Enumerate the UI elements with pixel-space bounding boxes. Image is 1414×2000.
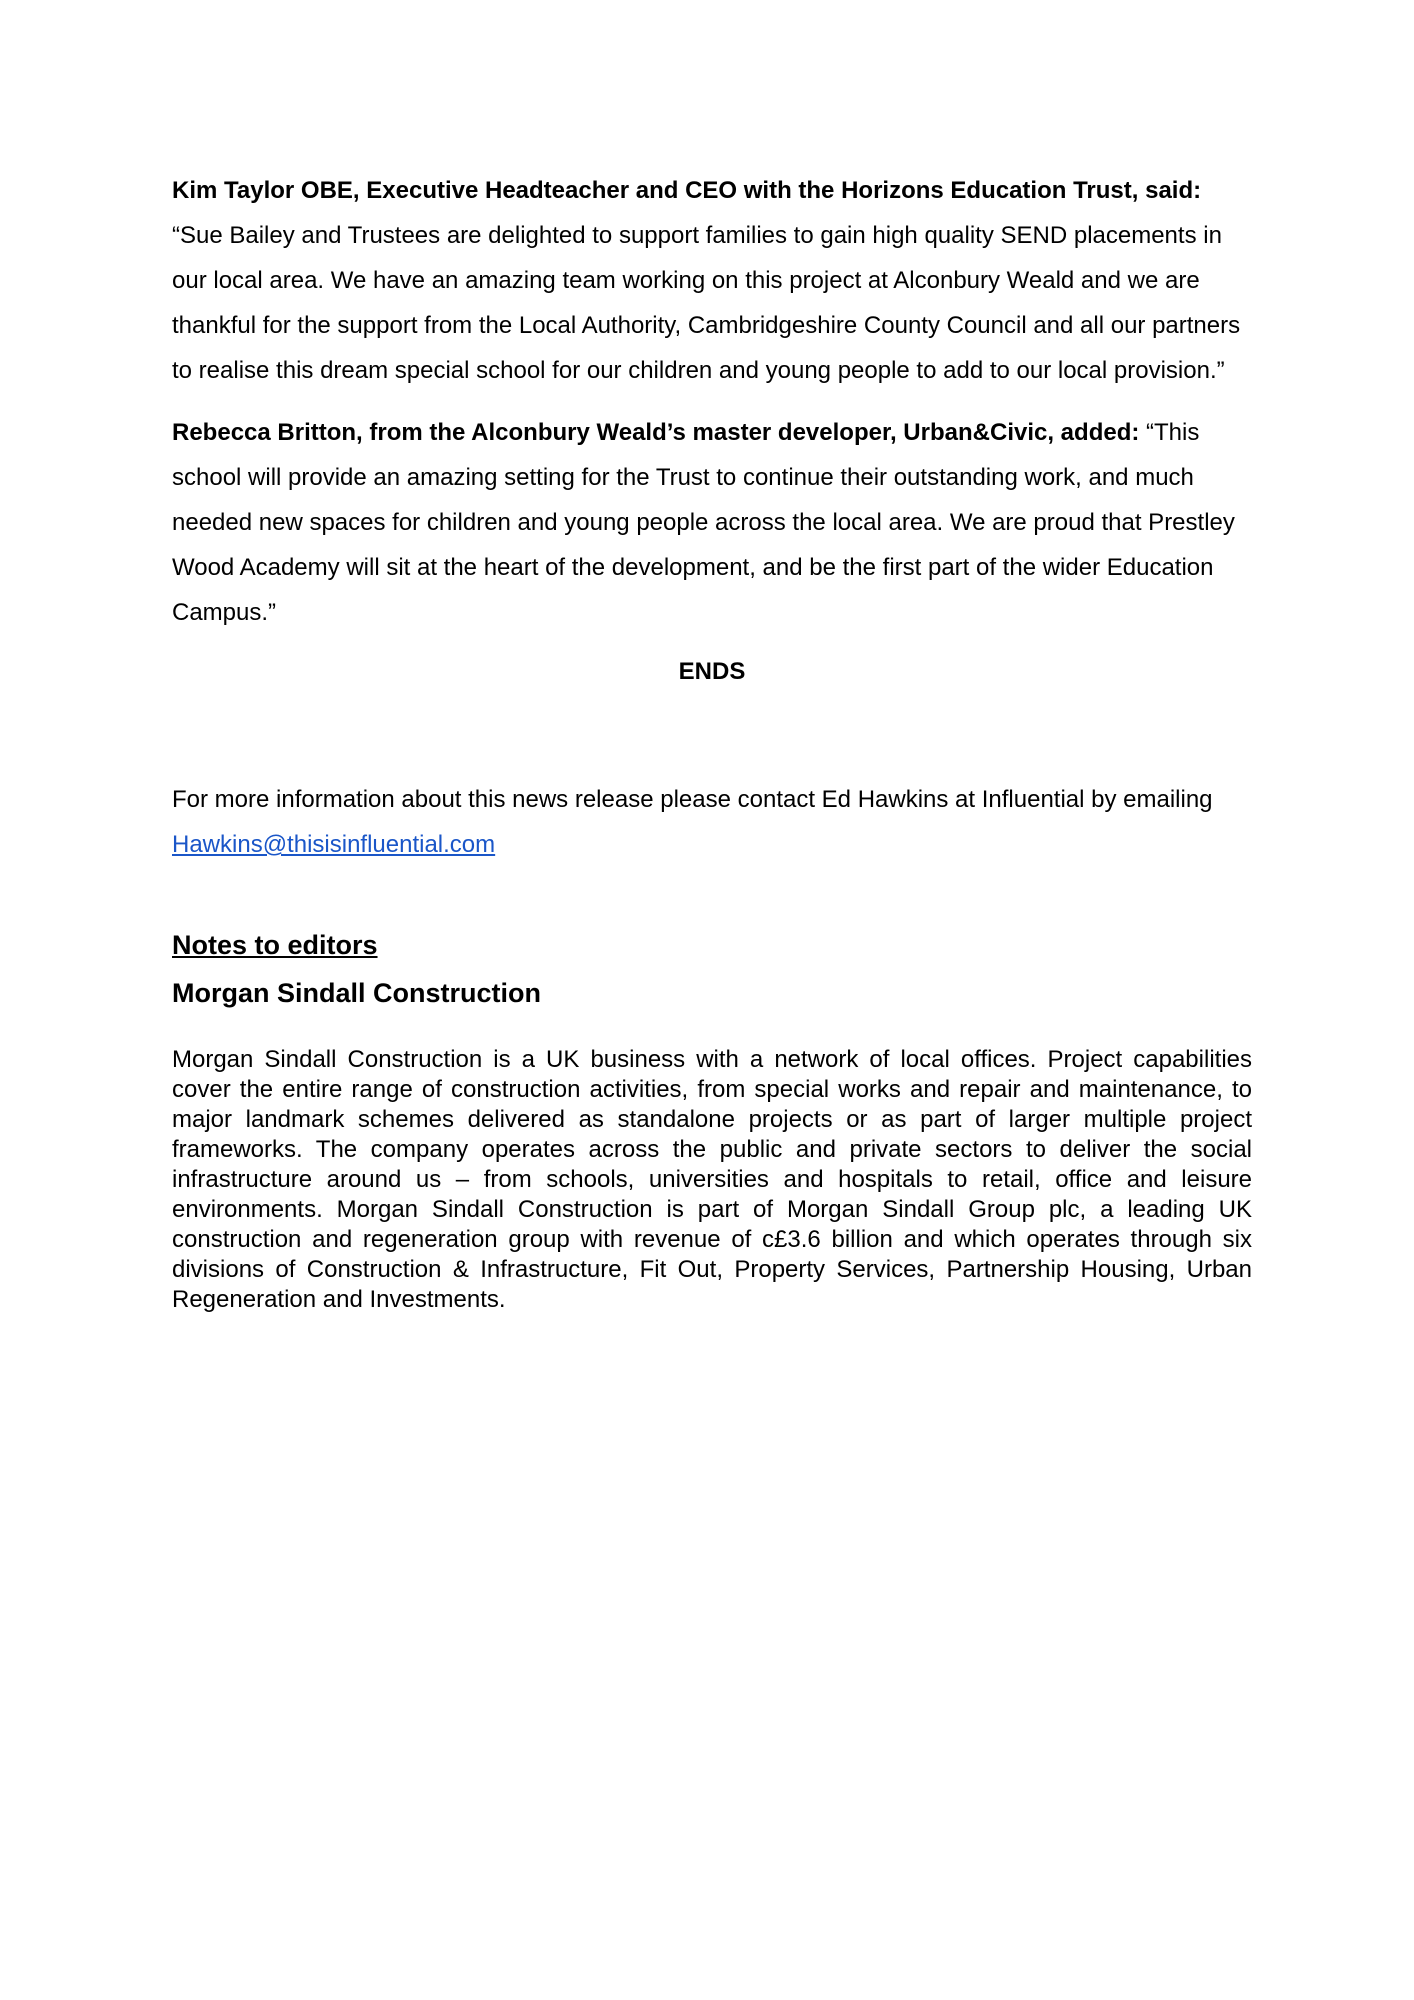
quote-attribution: Kim Taylor OBE, Executive Headteacher and CEO with the Horizons Education Trust, said: <box>172 177 1202 204</box>
quote-attribution: Rebecca Britton, from the Alconbury Weald’s master developer, Urban&Civic, added: <box>172 419 1140 446</box>
notes-to-editors-heading: Notes to editors <box>172 930 378 960</box>
contact-text: For more information about this news release please contact Ed Hawkins at Influential by emailing <box>172 786 1213 813</box>
ends-marker: ENDS <box>678 658 746 685</box>
document-page <box>172 168 1252 1315</box>
contact-paragraph <box>172 777 1252 867</box>
quote-kim-taylor <box>172 168 1252 393</box>
quote-text: “This school will provide an amazing setting for the Trust to continue their outstanding work, and much needed new spaces for children and young people across the local area. We are proud that Prestley Wood Academy will sit at the heart of the development, and be the first part of the wider Education Campus.” <box>172 419 1235 626</box>
quote-text: “Sue Bailey and Trustees are delighted to support families to gain high quality SEND placements in our local area. We have an amazing team working on this project at Alconbury Weald and we are thankful for the support from the Local Authority, Cambridgeshire County Council and all our partners to realise this dream special school for our children and young people to add to our local provision.” <box>172 222 1241 384</box>
quote-rebecca-britton <box>172 410 1252 635</box>
contact-email-link[interactable]: Hawkins@thisisinfluential.com <box>172 831 496 858</box>
company-heading: Morgan Sindall Construction <box>172 978 541 1008</box>
company-boilerplate: Morgan Sindall Construction is a UK business with a network of local offices. Project capabilities cover the entire range of construction activities, from special works and repair and maintenance, to major landmark schemes delivered as standalone projects or as part of larger multiple project frameworks. The company operates across the public and private sectors to deliver the social infrastructure around us – from schools, universities and hospitals to retail, office and leisure environments. Morgan Sindall Construction is part of Morgan Sindall Group plc, a leading UK construction and regeneration group with revenue of c£3.6 billion and which operates through six divisions of Construction & Infrastructure, Fit Out, Property Services, Partnership Housing, Urban Regeneration and Investments. <box>172 1046 1252 1313</box>
